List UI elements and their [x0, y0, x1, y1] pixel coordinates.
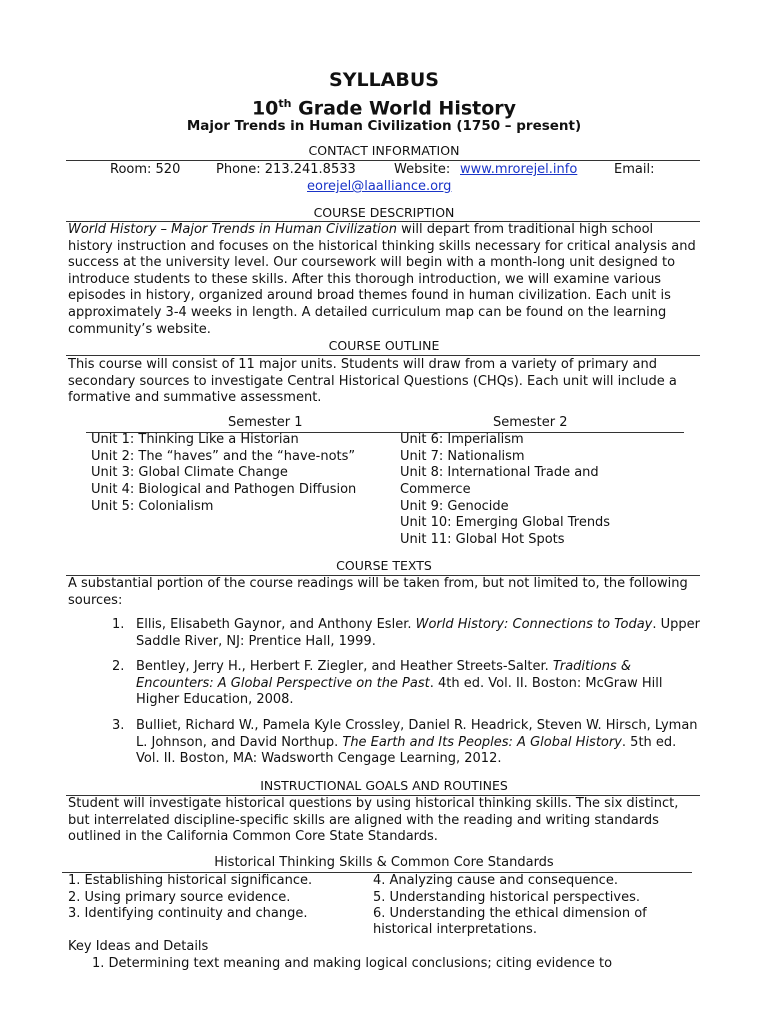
reference-title: Traditions & Encounters: A Global Perspective on the Past	[136, 659, 631, 691]
outline-heading: COURSE OUTLINE	[328, 338, 440, 353]
skill-item: 1. Establishing historical significance.	[68, 873, 313, 888]
reference-citation	[136, 659, 702, 709]
semester1-heading: Semester 1	[228, 415, 303, 430]
reference-number: 2.	[112, 659, 125, 674]
skill-item: 4. Analyzing cause and consequence.	[373, 873, 618, 888]
goals-heading: INSTRUCTIONAL GOALS AND ROUTINES	[260, 778, 508, 793]
semester2-unit-7: Unit 7: Nationalism	[400, 449, 525, 464]
semester1-unit-5: Unit 5: Colonialism	[91, 499, 214, 514]
email-label: Email:	[614, 162, 655, 177]
course-subtitle: Major Trends in Human Civilization (1750 – present)	[186, 118, 582, 134]
reference-authors: Ellis, Elisabeth Gaynor, and Anthony Esler.	[136, 617, 416, 632]
reference-citation	[136, 617, 702, 650]
grade-rest: Grade World History	[291, 97, 517, 120]
reference-item	[112, 617, 702, 650]
semester1-unit-2: Unit 2: The “haves” and the “have-nots”	[91, 449, 356, 464]
contact-heading: CONTACT INFORMATION	[308, 143, 460, 158]
reference-title: World History: Connections to Today	[415, 617, 653, 632]
semester2-unit-11: Unit 11: Global Hot Spots	[400, 532, 565, 547]
website-link[interactable]: www.mrorejel.info	[460, 162, 578, 177]
reference-authors: Bentley, Jerry H., Herbert F. Ziegler, and Heather Streets-Salter.	[136, 659, 553, 674]
outline-text: This course will consist of 11 major units. Students will draw from a variety of primary and secondary sources to investigate Central Historical Questions (CHQs). Each unit will include a formative and summative assessment.	[68, 357, 677, 406]
reference-number: 1.	[112, 617, 125, 632]
semester2-unit-8: Unit 8: International Trade and	[400, 465, 599, 480]
grade-suffix: th	[278, 97, 292, 110]
semester1-unit-3: Unit 3: Global Climate Change	[91, 465, 288, 480]
skill-item: 5. Understanding historical perspectives.	[373, 890, 641, 905]
semester1-unit-1: Unit 1: Thinking Like a Historian	[91, 432, 299, 447]
goals-text: Student will investigate historical questions by using historical thinking skills. The six distinct, but interrelated discipline-specific skills are aligned with the reading and writing standards outlined in the California Common Core State Standards.	[68, 796, 679, 845]
semester2-unit-10: Unit 10: Emerging Global Trends	[400, 515, 611, 530]
semester2-unit-6: Unit 6: Imperialism	[400, 432, 524, 447]
reference-publisher: . Upper Saddle River, NJ: Prentice Hall, 1999.	[136, 617, 701, 649]
reference-authors: Bulliet, Richard W., Pamela Kyle Crossley, Daniel R. Headrick, Steven W. Hirsch, Lyman L. Johnson, and David Northup.	[136, 718, 698, 750]
key-ideas-heading: Key Ideas and Details	[68, 939, 209, 954]
reference-title: The Earth and Its Peoples: A Global History	[342, 734, 622, 750]
description-body: will depart from traditional high school history instruction and focuses on the historical thinking skills necessary for critical analysis and success at the university level. Our coursework will begin with a month-long unit designed to introduce students to these skills. After this thorough introduction, we will examine various episodes in history, organized around broad themes found in human civilization. Each unit is approximately 3-4 weeks in length. A detailed curriculum map can be found on the learning community’s website.	[68, 222, 696, 337]
contact-divider	[66, 160, 700, 161]
page-title: SYLLABUS	[329, 69, 439, 91]
semester2-heading: Semester 2	[493, 415, 568, 430]
reference-citation	[136, 718, 702, 768]
outline-divider	[66, 355, 700, 356]
reference-publisher: . 4th ed. Vol. II. Boston: McGraw Hill Higher Education, 2008.	[136, 675, 663, 708]
description-heading: COURSE DESCRIPTION	[313, 205, 455, 220]
skill-item: 6. Understanding the ethical dimension of	[373, 906, 647, 921]
reference-item	[112, 718, 702, 768]
website-label: Website:	[394, 162, 451, 177]
semester1-unit-4: Unit 4: Biological and Pathogen Diffusion	[91, 482, 357, 497]
texts-intro: A substantial portion of the course readings will be taken from, but not limited to, the following sources:	[68, 576, 688, 608]
room-number: Room: 520	[110, 162, 181, 177]
reference-item	[112, 659, 702, 709]
skill-item: 2. Using primary source evidence.	[68, 890, 291, 905]
email-link[interactable]: eorejel@laalliance.org	[307, 179, 452, 194]
texts-heading: COURSE TEXTS	[336, 558, 432, 573]
grade-number: 10	[251, 97, 279, 120]
reference-number: 3.	[112, 718, 125, 733]
semester2-unit-8-cont: Commerce	[400, 482, 471, 497]
skills-heading: Historical Thinking Skills & Common Core Standards	[214, 855, 554, 870]
semester2-unit-9: Unit 9: Genocide	[400, 499, 509, 514]
description-course-name: World History – Major Trends in Human Civilization	[68, 222, 397, 237]
phone-number: Phone: 213.241.8533	[216, 162, 356, 177]
reference-publisher: . 5th ed. Vol. II. Boston, MA: Wadsworth Cengage Learning, 2012.	[136, 734, 677, 767]
key-ideas-item: 1. Determining text meaning and making logical conclusions; citing evidence to	[92, 956, 613, 971]
skill-item-cont: historical interpretations.	[373, 922, 537, 937]
description-text	[68, 222, 700, 338]
skill-item: 3. Identifying continuity and change.	[68, 906, 308, 921]
